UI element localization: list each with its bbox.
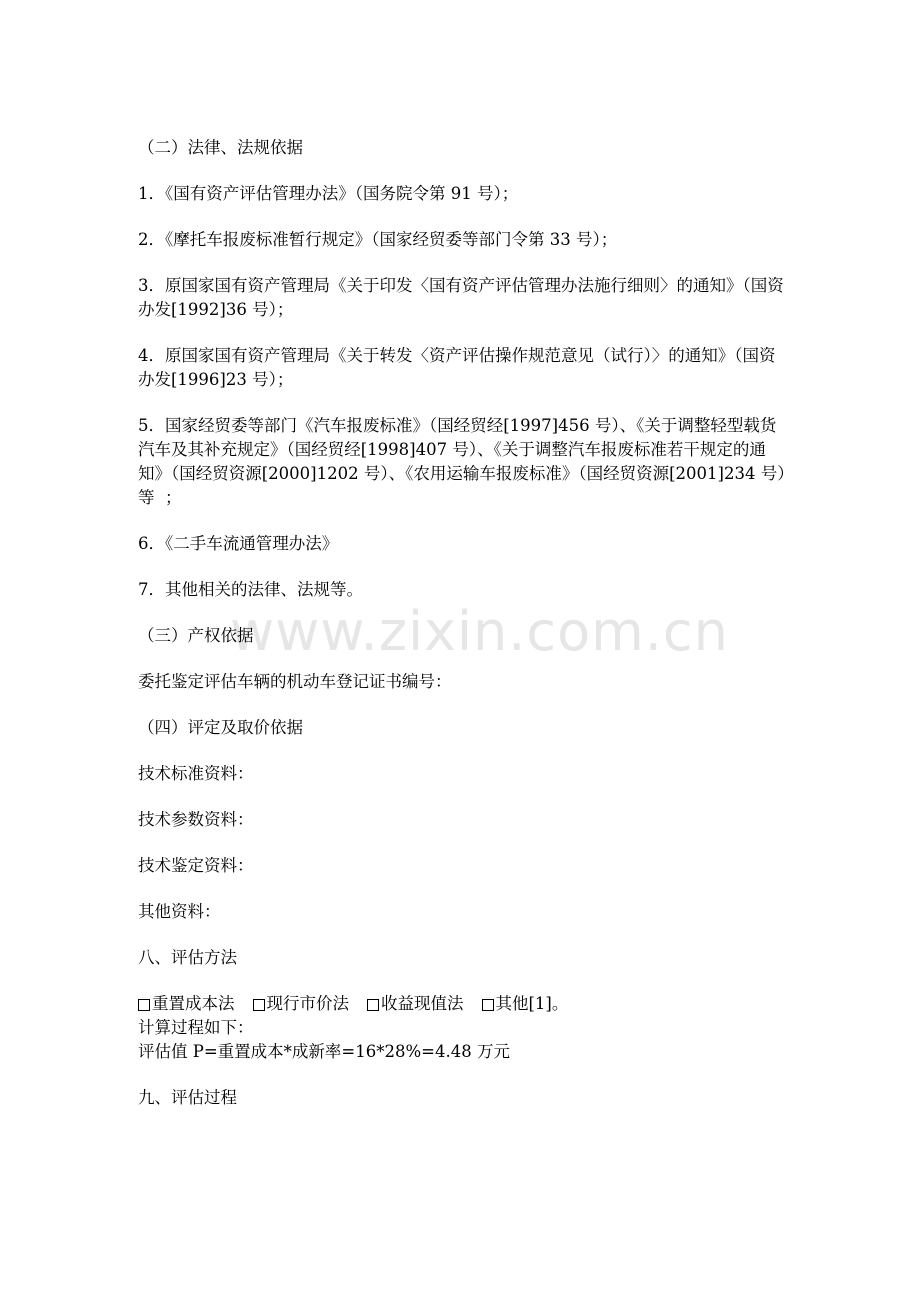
calculation-label: 计算过程如下： xyxy=(138,1018,254,1037)
watermark: www.zixin.com.cn xyxy=(230,600,729,663)
section-heading-ownership: （三）产权依据 xyxy=(138,626,254,645)
method-option-label: 其他[1]。 xyxy=(495,994,569,1013)
method-option-label: 重置成本法 xyxy=(152,994,235,1013)
section-heading-laws: （二）法律、法规依据 xyxy=(138,138,303,157)
law-item-7: 7．其他相关的法律、法规等。 xyxy=(138,580,363,599)
law-item-3: 3．原国家国有资产管理局《关于印发〈国有资产评估管理办法施行细则〉的通知》（国资办发[1992]36 号）； xyxy=(138,276,784,319)
method-option-other[interactable] xyxy=(482,992,569,1016)
pricing-item-technical-parameters: 技术参数资料： xyxy=(138,810,254,829)
pricing-item-technical-standards: 技术标准资料： xyxy=(138,764,254,783)
calculation-formula: 评估值 P=重置成本*成新率=16*28%=4.48 万元 xyxy=(138,1042,510,1061)
checkbox-icon[interactable] xyxy=(138,999,150,1011)
ownership-text: 委托鉴定评估车辆的机动车登记证书编号： xyxy=(138,672,452,691)
checkbox-icon[interactable] xyxy=(253,999,265,1011)
method-option-replacement-cost[interactable] xyxy=(138,992,235,1016)
checkbox-icon[interactable] xyxy=(367,999,379,1011)
law-item-5: 5．国家经贸委等部门《汽车报废标准》（国经贸经[1997]456 号）、《关于调整轻型载货汽车及其补充规定》（国经贸经[1998]407 号）、《关于调整汽车报废标准若干规定的通知》（国经贸资源[2000]1202 号）、《农用运输车报废标准》（国经贸资源[2001]234 号）等 ； xyxy=(138,416,786,507)
checkbox-icon[interactable] xyxy=(482,999,494,1011)
method-option-label: 现行市价法 xyxy=(266,994,349,1013)
method-option-market-price[interactable] xyxy=(253,992,350,1016)
method-option-income[interactable] xyxy=(367,992,464,1016)
law-item-1: 1．《国有资产评估管理办法》（国务院令第 91 号）； xyxy=(138,184,519,203)
law-item-6: 6．《二手车流通管理办法》 xyxy=(138,534,339,553)
method-options xyxy=(138,992,788,1016)
pricing-item-technical-appraisal: 技术鉴定资料： xyxy=(138,856,254,875)
section-heading-pricing: （四）评定及取价依据 xyxy=(138,718,303,737)
law-item-2: 2．《摩托车报废标准暂行规定》（国家经贸委等部门令第 33 号）； xyxy=(138,230,618,249)
pricing-item-other: 其他资料： xyxy=(138,902,221,921)
method-option-label: 收益现值法 xyxy=(381,994,464,1013)
section-heading-method: 八、评估方法 xyxy=(138,948,237,967)
document-content xyxy=(138,136,788,1110)
section-heading-process: 九、评估过程 xyxy=(138,1088,237,1107)
law-item-4: 4．原国家国有资产管理局《关于转发〈资产评估操作规范意见（试行）〉的通知》（国资办发[1996]23 号）； xyxy=(138,346,776,389)
